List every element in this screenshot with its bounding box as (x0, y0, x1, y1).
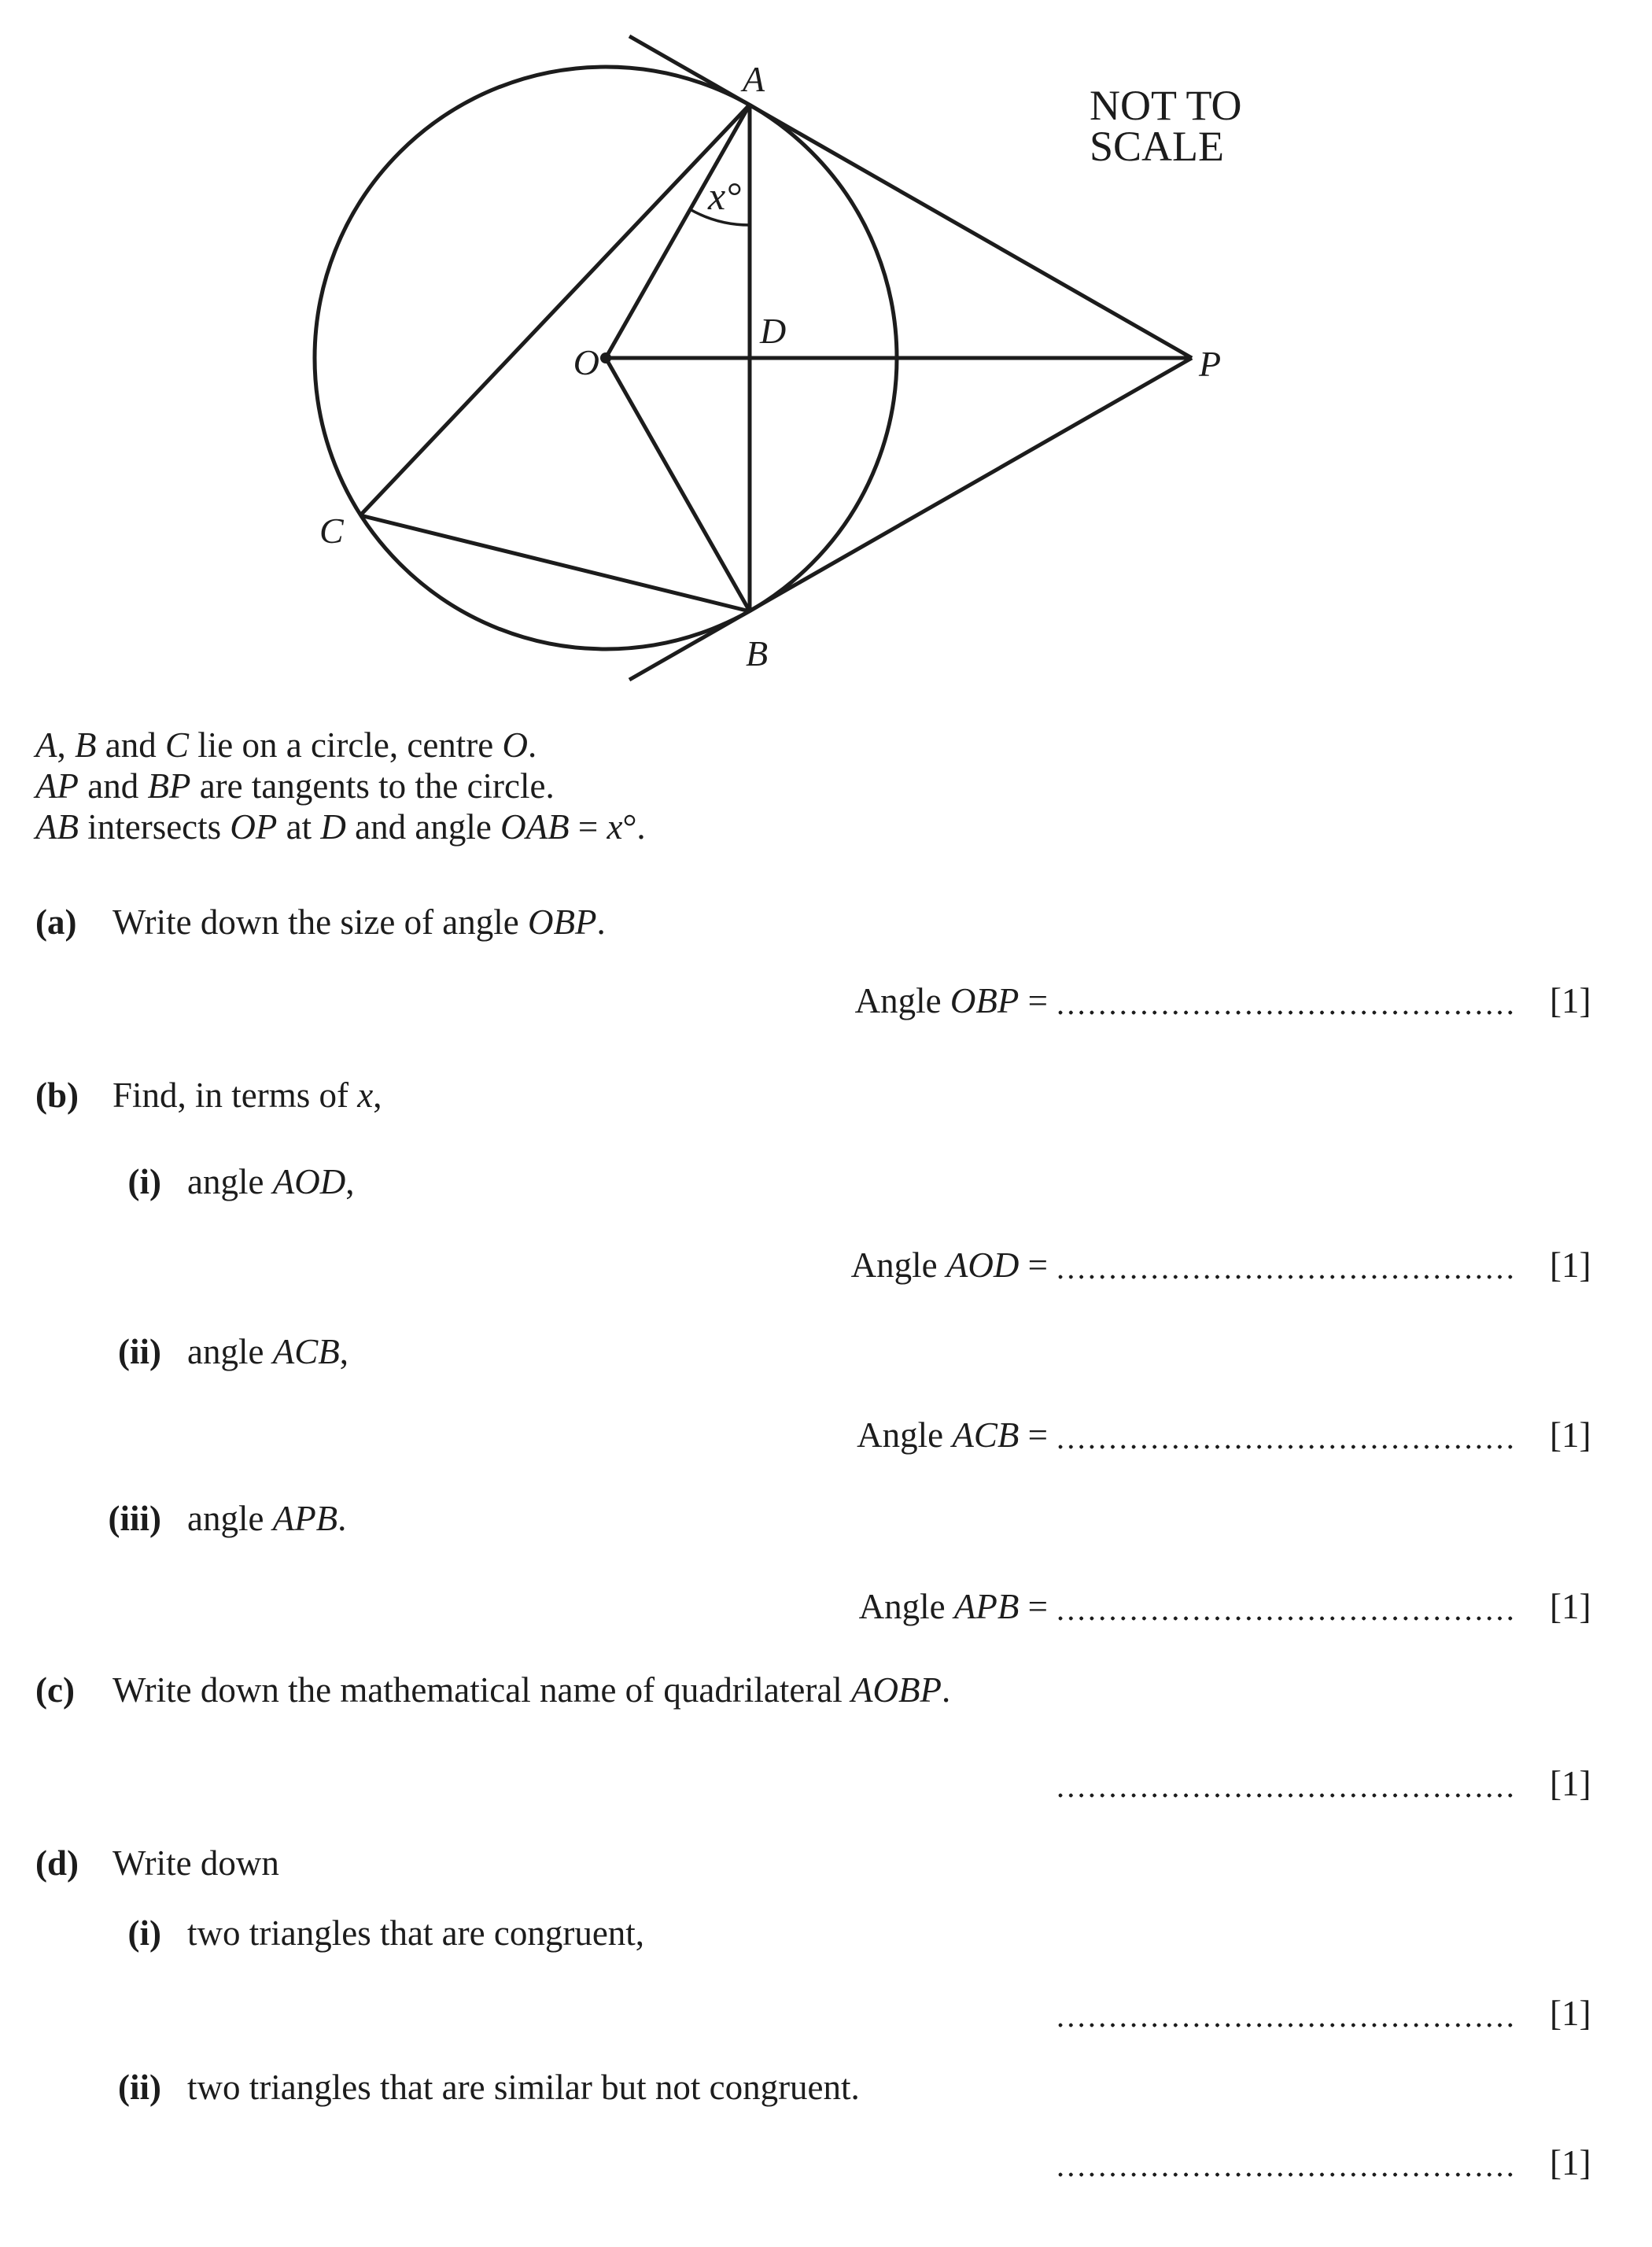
point-label-o: O (573, 342, 599, 382)
mark-b-iii: [1] (1550, 1587, 1591, 1626)
part-c-prompt: Write down the mathematical name of quadrilateral AOBP. (112, 1670, 951, 1710)
answer-line-apb (1057, 1615, 1517, 1622)
intro-line-1: A, B and C lie on a circle, centre O. (35, 725, 537, 765)
part-d-i-prompt: two triangles that are congruent, (187, 1913, 645, 1953)
not-to-scale-line2: SCALE (1090, 123, 1225, 170)
tangent-bp-line (629, 358, 1192, 680)
part-d-prompt: Write down (112, 1843, 279, 1883)
chord-ac-line (360, 105, 750, 515)
mark-c: [1] (1550, 1764, 1591, 1803)
part-d-i-marker: (i) (127, 1913, 161, 1953)
answer-label-obp: Angle OBP = (854, 981, 1048, 1020)
chord-cb-line (360, 515, 750, 611)
part-b-prompt: Find, in terms of x, (112, 1076, 382, 1115)
angle-x-label: x° (708, 174, 742, 218)
point-label-c: C (319, 511, 344, 551)
centre-dot (600, 352, 611, 363)
part-d-ii-prompt: two triangles that are similar but not congruent. (187, 2068, 860, 2107)
part-d-marker: (d) (35, 1843, 79, 1883)
mark-d-i: [1] (1550, 1994, 1591, 2033)
part-b-i-prompt: angle AOD, (187, 1162, 355, 1201)
part-a-prompt: Write down the size of angle OBP. (112, 902, 606, 942)
answer-line-d-i (1057, 2022, 1517, 2028)
point-label-b: B (746, 633, 769, 673)
mark-a: [1] (1550, 981, 1591, 1020)
part-c-marker: (c) (35, 1670, 75, 1710)
mark-b-i: [1] (1550, 1245, 1591, 1285)
answer-line-obp (1057, 1009, 1517, 1016)
mark-d-ii: [1] (1550, 2143, 1591, 2182)
not-to-scale-line1: NOT TO (1090, 82, 1242, 129)
part-a-marker: (a) (35, 902, 77, 942)
point-label-d: D (760, 311, 787, 351)
answer-line-aod (1057, 1274, 1517, 1280)
intro-line-3: AB intersects OP at D and angle OAB = x°. (35, 807, 646, 847)
intro-line-2: AP and BP are tangents to the circle. (35, 766, 555, 806)
intro-block (35, 725, 646, 847)
answer-label-aod: Angle AOD = (850, 1245, 1048, 1285)
part-b-ii-marker: (ii) (118, 1332, 161, 1371)
part-b-i-marker: (i) (127, 1162, 161, 1201)
part-b-ii-prompt: angle ACB, (187, 1332, 348, 1371)
radius-ob-line (606, 358, 750, 611)
mark-b-ii: [1] (1550, 1415, 1591, 1455)
part-b-marker: (b) (35, 1076, 79, 1115)
answer-line-d-ii (1057, 2171, 1517, 2178)
answer-line-c (1057, 1792, 1517, 1799)
geometry-diagram (0, 0, 1652, 708)
answer-label-apb: Angle APB = (858, 1587, 1048, 1626)
answer-line-acb (1057, 1444, 1517, 1450)
point-label-p: P (1199, 344, 1222, 384)
part-b-iii-prompt: angle APB. (187, 1499, 347, 1538)
answer-label-acb: Angle ACB = (857, 1415, 1048, 1455)
point-label-a: A (743, 59, 765, 99)
part-d-ii-marker: (ii) (118, 2068, 161, 2107)
part-b-iii-marker: (iii) (108, 1499, 161, 1538)
